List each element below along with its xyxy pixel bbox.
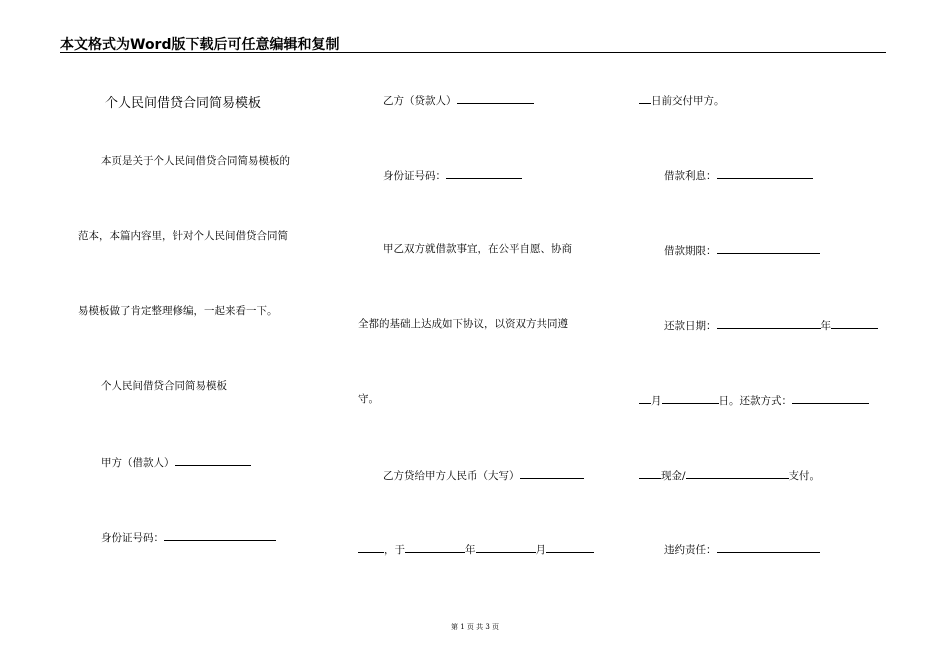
document-title: 个人民间借贷合同简易模板 [105,96,262,111]
term-blank [717,242,820,254]
interest-blank [717,167,813,179]
deliver-day-blank [639,92,651,104]
pay-label: 支付。 [788,470,821,482]
header-divider [60,52,886,53]
repay-month-cont-blank [639,392,651,404]
lend-day-blank [546,541,594,553]
repay-day-blank [662,392,719,404]
repay-method-line [639,392,869,408]
repay-month-label: 月 [651,395,662,407]
page-header: 本文格式为Word版下载后可任意编辑和复制 [60,37,340,53]
party-b-label: 乙方（贷款人） [383,95,457,107]
agreement-line-3: 守。 [358,393,379,405]
repay-year-label: 年 [820,320,831,332]
party-b-line [383,92,534,108]
lend-date-sep: ，于 [384,544,405,556]
breach-line [664,541,820,557]
lend-amount-blank [520,467,584,479]
party-a-blank [175,454,251,466]
repay-method-blank [792,392,869,404]
breach-label: 违约责任： [664,544,717,556]
party-b-id-line [383,167,522,183]
cash-blank [686,467,789,479]
repay-day-method-label: 日。还款方式： [718,395,792,407]
lend-amount-label: 乙方贷给甲方人民币（大写） [383,470,520,482]
deliver-suffix: 日前交付甲方。 [651,95,725,107]
party-a-line [101,454,251,470]
lend-year-label: 年 [465,544,476,556]
term-label: 借款期限： [664,245,717,257]
cash-label: 现金/ [661,470,686,482]
intro-line-2: 范本，本篇内容里，针对个人民间借贷合同简 [78,230,288,242]
agreement-line-1: 甲乙双方就借款事宜，在公平自愿、协商 [383,243,572,255]
lend-month-blank [476,541,536,553]
party-b-id-blank [446,167,522,179]
intro-line-1: 本页是关于个人民间借贷合同简易模板的 [101,155,290,167]
lend-amount-continued-blank [358,541,384,553]
term-line [664,242,820,258]
cash-pre-blank [639,467,661,479]
subtitle: 个人民间借贷合同简易模板 [101,380,227,392]
lend-date-line [358,541,594,557]
repay-date-line [664,317,878,333]
interest-label: 借款利息： [664,170,717,182]
lend-year-blank [405,541,465,553]
party-b-blank [457,92,534,104]
agreement-line-2: 全都的基础上达成如下协议，以资双方共同遵 [358,318,568,330]
repay-date-label: 还款日期： [664,320,717,332]
lend-amount-line [383,467,584,483]
lend-month-label: 月 [535,544,546,556]
intro-line-3: 易模板做了肯定整理修编，一起来看一下。 [78,305,278,317]
page-number: 第 1 页 共 3 页 [450,623,500,631]
interest-line [664,167,813,183]
repay-month-blank [831,317,878,329]
breach-blank [717,541,820,553]
party-a-id-line [101,529,276,545]
party-a-id-blank [164,529,276,541]
party-a-id-label: 身份证号码： [101,532,164,544]
repay-year-blank [717,317,821,329]
party-b-id-label: 身份证号码： [383,170,446,182]
cash-line [639,467,820,483]
deliver-line [639,92,725,108]
party-a-label: 甲方（借款人） [101,457,175,469]
